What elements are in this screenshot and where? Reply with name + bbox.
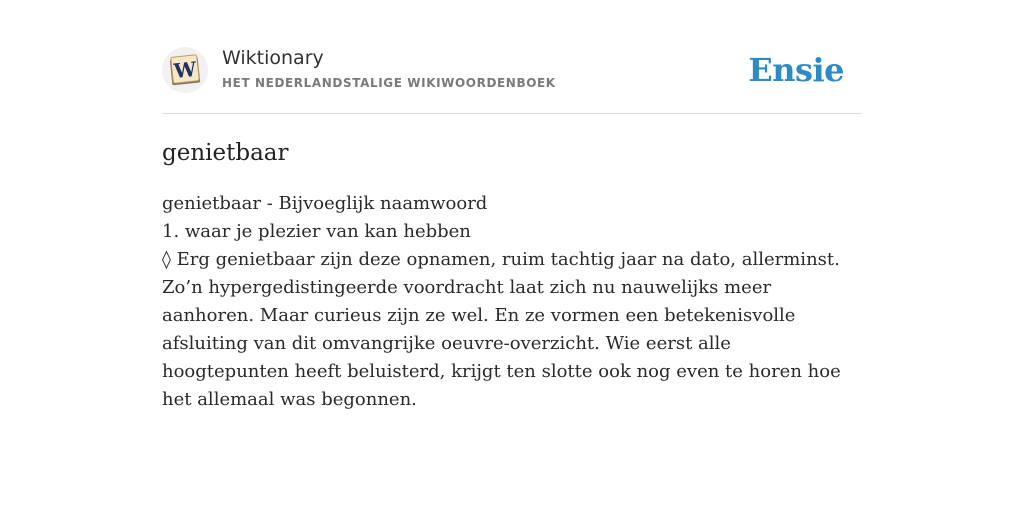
brand-title[interactable]: Wiktionary [222,47,324,69]
header [162,0,862,114]
definition-block [162,190,862,414]
wiktionary-tile-icon [168,53,202,87]
ensie-logo-link[interactable]: Ensie [748,51,844,89]
sense-line: 1. waar je plezier van kan hebben [162,221,471,242]
svg-text:W: W [172,56,198,84]
entry-title: genietbaar [162,140,289,166]
brand-subtitle: HET NEDERLANDSTALIGE WIKIWOORDENBOEK [222,76,556,90]
example-sentence: ◊ Erg genietbaar zijn deze opnamen, ruim tachtig jaar na dato, allerminst. Zo’n hypergedistingeerde voordracht laat zich nu nauwelijks meer aanhoren. Maar curieus zijn ze wel. En ze vormen een betekenisvolle afsluiting van dit omvangrijke oeuvre-overzicht. Wie eerst alle hoogtepunten heeft beluisterd, krijgt ten slotte ook nog even te horen hoe het allemaal was begonnen. [162,249,841,410]
word-type-line: genietbaar - Bijvoeglijk naamwoord [162,193,488,214]
wiktionary-logo[interactable] [162,47,208,93]
page [162,0,862,414]
